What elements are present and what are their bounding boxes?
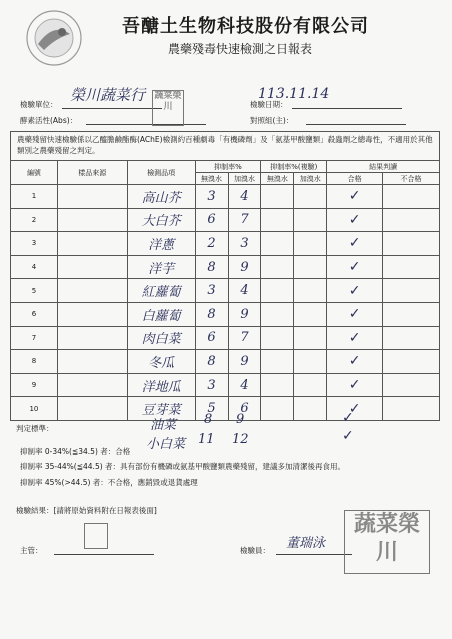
row-source bbox=[57, 279, 127, 303]
row-item: 冬瓜 bbox=[127, 350, 195, 374]
control-line bbox=[306, 124, 406, 125]
table-row bbox=[11, 326, 440, 350]
row-item: 洋地瓜 bbox=[127, 373, 195, 397]
row-inhibit-a: 6 bbox=[195, 208, 228, 232]
table-row bbox=[11, 279, 440, 303]
row-inhibit-a: 5 bbox=[195, 397, 228, 421]
row-source bbox=[57, 255, 127, 279]
row-inhibit-b: 4 bbox=[228, 373, 261, 397]
unit-stamp-text: 蔬菜榮川 bbox=[154, 91, 182, 112]
row-inhibit-b: 3 bbox=[228, 232, 261, 256]
row-repeat-a bbox=[261, 350, 294, 374]
row-pass: ✓ bbox=[327, 373, 383, 397]
row-inhibit-b: 7 bbox=[228, 326, 261, 350]
row-inhibit-b: 4 bbox=[228, 279, 261, 303]
row-repeat-a bbox=[261, 208, 294, 232]
row-item: 肉白菜 bbox=[127, 326, 195, 350]
row-pass: ✓ bbox=[327, 255, 383, 279]
supervisor-line bbox=[54, 554, 154, 555]
row-fail bbox=[383, 373, 440, 397]
supervisor-seal bbox=[84, 523, 108, 549]
row-no: 7 bbox=[11, 326, 58, 350]
row-inhibit-a: 8 bbox=[195, 302, 228, 326]
row-pass: ✓ bbox=[327, 208, 383, 232]
row-repeat-a bbox=[261, 373, 294, 397]
company-stamp bbox=[344, 510, 430, 574]
table-row bbox=[11, 373, 440, 397]
col-no: 編號 bbox=[11, 161, 58, 185]
col-no-water-repeat: 無溴水 bbox=[261, 173, 294, 185]
table-row bbox=[11, 208, 440, 232]
table-row bbox=[11, 255, 440, 279]
col-result: 結果判讀 bbox=[327, 161, 440, 173]
row-pass: ✓ bbox=[327, 350, 383, 374]
row-inhibit-b: 9 bbox=[228, 255, 261, 279]
date-label: 檢驗日期： bbox=[250, 100, 288, 109]
col-pass: 合格 bbox=[327, 173, 383, 185]
row-source bbox=[57, 185, 127, 209]
row-repeat-a bbox=[261, 397, 294, 421]
criteria-line-1: 抑制率 0-34%(≦34.5) 者：合格 bbox=[20, 447, 131, 456]
row-source bbox=[57, 232, 127, 256]
row-no: 4 bbox=[11, 255, 58, 279]
row-fail bbox=[383, 232, 440, 256]
inspector-signature: 董瑞泳 bbox=[286, 536, 326, 551]
row-repeat-a bbox=[261, 185, 294, 209]
col-source: 樣品來源 bbox=[57, 161, 127, 185]
col-inhibit: 抑制率% bbox=[195, 161, 261, 173]
row-pass: ✓ bbox=[327, 302, 383, 326]
row-source bbox=[57, 397, 127, 421]
supervisor-label: 主管： bbox=[20, 546, 43, 555]
row-fail bbox=[383, 302, 440, 326]
row-fail bbox=[383, 185, 440, 209]
row-inhibit-a: 3 bbox=[195, 373, 228, 397]
row-repeat-b bbox=[294, 255, 327, 279]
row-inhibit-b: 4 bbox=[228, 185, 261, 209]
row-item: 豆芽菜 bbox=[127, 397, 195, 421]
table-row bbox=[11, 185, 440, 209]
row-repeat-b bbox=[294, 279, 327, 303]
row-item: 高山芥 bbox=[127, 185, 195, 209]
inspector-label: 檢驗員： bbox=[240, 546, 270, 555]
extra-inhibit-b: 9 bbox=[236, 412, 245, 427]
row-inhibit-a: 3 bbox=[195, 185, 228, 209]
table-row bbox=[11, 302, 440, 326]
notice-box: 農藥殘留快速檢驗係以乙醯膽鹼酯酶(AChE)檢測約百種劇毒「有機磷劑」及「氨基甲酸鹽類」殺蟲劑之總毒性，不適用於其他類別之農藥殘留之判定。 bbox=[10, 131, 440, 160]
col-with-water: 加溴水 bbox=[228, 173, 261, 185]
col-fail: 不合格 bbox=[383, 173, 440, 185]
row-repeat-a bbox=[261, 326, 294, 350]
extra-inhibit-b: 12 bbox=[232, 432, 249, 447]
row-pass: ✓ bbox=[327, 232, 383, 256]
extra-inhibit-a: 11 bbox=[198, 432, 215, 447]
row-fail bbox=[383, 255, 440, 279]
unit-value: 榮川蔬菜行 bbox=[70, 86, 146, 104]
row-repeat-b bbox=[294, 185, 327, 209]
criteria-line-3: 抑制率 45%(>44.5) 者：不合格，應銷毀或退貨處理 bbox=[20, 478, 198, 487]
row-no: 8 bbox=[11, 350, 58, 374]
control-label: 對照組(主)： bbox=[250, 116, 294, 125]
row-repeat-a bbox=[261, 279, 294, 303]
row-item: 白蘿蔔 bbox=[127, 302, 195, 326]
row-source bbox=[57, 373, 127, 397]
row-source bbox=[57, 350, 127, 374]
row-item: 紅蘿蔔 bbox=[127, 279, 195, 303]
row-repeat-b bbox=[294, 373, 327, 397]
date-line bbox=[292, 108, 402, 109]
row-source bbox=[57, 326, 127, 350]
row-inhibit-b: 9 bbox=[228, 350, 261, 374]
company-name: 吾醣土生物科技股份有限公司 bbox=[122, 16, 369, 37]
row-source bbox=[57, 302, 127, 326]
unit-line bbox=[62, 108, 162, 109]
row-item: 大白芥 bbox=[127, 208, 195, 232]
row-repeat-a bbox=[261, 302, 294, 326]
extra-pass: ✓ bbox=[342, 428, 354, 444]
date-value: 113.11.14 bbox=[258, 86, 330, 102]
row-inhibit-b: 9 bbox=[228, 302, 261, 326]
row-no: 9 bbox=[11, 373, 58, 397]
col-with-water-repeat: 加溴水 bbox=[294, 173, 327, 185]
row-no: 2 bbox=[11, 208, 58, 232]
company-logo bbox=[24, 8, 84, 68]
row-inhibit-a: 3 bbox=[195, 279, 228, 303]
row-fail bbox=[383, 208, 440, 232]
row-no: 6 bbox=[11, 302, 58, 326]
row-no: 5 bbox=[11, 279, 58, 303]
criteria-line-2: 抑制率 35-44%(≦44.5) 者：具有部份有機磷或氨基甲酸鹽類農藥殘留，建議多加清潔後再食用。 bbox=[20, 462, 346, 471]
result-text: 檢驗結果：[請將原始資料附在日報表後面] bbox=[16, 506, 157, 515]
row-repeat-b bbox=[294, 397, 327, 421]
row-fail bbox=[383, 279, 440, 303]
extra-inhibit-a: 8 bbox=[204, 412, 213, 427]
row-item: 洋芋 bbox=[127, 255, 195, 279]
row-repeat-b bbox=[294, 302, 327, 326]
row-repeat-a bbox=[261, 255, 294, 279]
enzyme-line bbox=[86, 124, 206, 125]
table-row bbox=[11, 350, 440, 374]
row-pass: ✓ bbox=[327, 326, 383, 350]
row-repeat-b bbox=[294, 350, 327, 374]
col-item: 檢測品項 bbox=[127, 161, 195, 185]
enzyme-label: 酵素活性(Abs)： bbox=[20, 116, 78, 125]
criteria-label: 判定標準： bbox=[16, 424, 54, 433]
company-stamp-text: 蔬菜榮川 bbox=[353, 512, 420, 565]
results-table bbox=[10, 160, 440, 421]
row-pass: ✓ bbox=[327, 397, 383, 421]
row-inhibit-a: 6 bbox=[195, 326, 228, 350]
row-pass: ✓ bbox=[327, 185, 383, 209]
row-inhibit-b: 7 bbox=[228, 208, 261, 232]
row-repeat-b bbox=[294, 208, 327, 232]
row-repeat-b bbox=[294, 326, 327, 350]
extra-pass: ✓ bbox=[342, 410, 354, 426]
row-no: 3 bbox=[11, 232, 58, 256]
inspector-line bbox=[276, 554, 352, 555]
row-repeat-a bbox=[261, 232, 294, 256]
row-inhibit-a: 8 bbox=[195, 350, 228, 374]
row-no: 1 bbox=[11, 185, 58, 209]
unit-label: 檢驗單位： bbox=[20, 100, 58, 109]
extra-item: 油菜 bbox=[150, 418, 177, 433]
row-inhibit-b: 6 bbox=[228, 397, 261, 421]
row-item: 洋蔥 bbox=[127, 232, 195, 256]
table-row bbox=[11, 232, 440, 256]
row-inhibit-a: 8 bbox=[195, 255, 228, 279]
col-no-water: 無溴水 bbox=[195, 173, 228, 185]
row-fail bbox=[383, 350, 440, 374]
table-row bbox=[11, 397, 440, 421]
row-pass: ✓ bbox=[327, 279, 383, 303]
row-inhibit-a: 2 bbox=[195, 232, 228, 256]
row-fail bbox=[383, 326, 440, 350]
row-no: 10 bbox=[11, 397, 58, 421]
row-source bbox=[57, 208, 127, 232]
row-repeat-b bbox=[294, 232, 327, 256]
unit-stamp bbox=[152, 90, 184, 126]
extra-item: 小白菜 bbox=[146, 437, 186, 452]
col-inhibit-repeat: 抑制率%(複驗) bbox=[261, 161, 327, 173]
report-title: 農藥殘毒快速檢測之日報表 bbox=[168, 42, 313, 56]
row-fail bbox=[383, 397, 440, 421]
